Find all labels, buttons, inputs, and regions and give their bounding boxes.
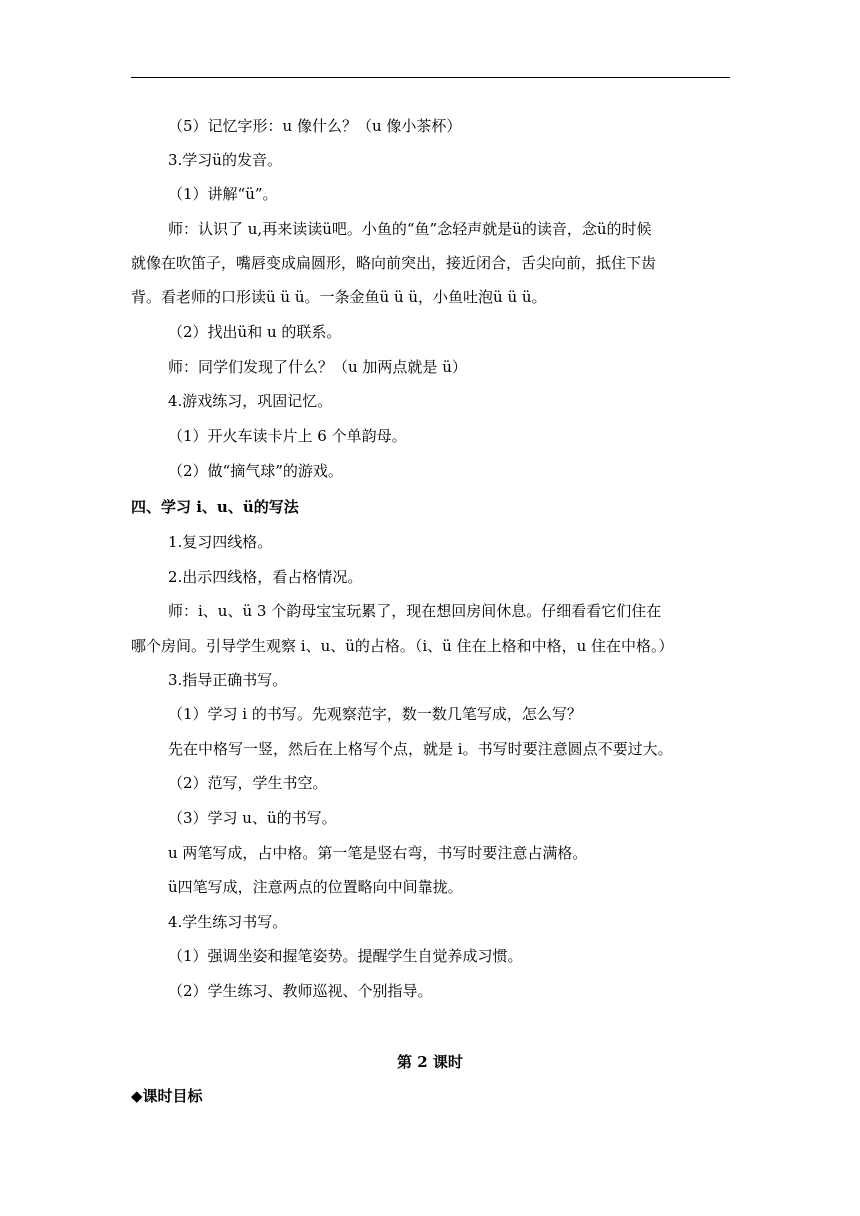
text-line: 师：同学们发现了什么？（u 加两点就是 ü） <box>168 358 467 376</box>
text-line: 师：i、u、ü 3 个韵母宝宝玩累了，现在想回房间休息。仔细看看它们住在 <box>168 602 662 620</box>
text-line: （1）开火车读卡片上 6 个单韵母。 <box>168 427 407 445</box>
text-line: 1.复习四线格。 <box>168 533 273 551</box>
text-line: ü四笔写成，注意两点的位置略向中间靠拢。 <box>168 878 463 896</box>
section-heading: ◆课时目标 <box>131 1087 203 1105</box>
text-line: （5）记忆字形：u 像什么？（u 像小茶杯） <box>168 117 462 135</box>
text-line: 先在中格写一竖，然后在上格写个点，就是 i。书写时要注意圆点不要过大。 <box>168 740 673 758</box>
text-line: （2）学生练习、教师巡视、个别指导。 <box>168 982 433 1000</box>
text-line: 4.游戏练习，巩固记忆。 <box>168 392 333 410</box>
text-line: （1）学习 i 的书写。先观察范字，数一数几笔写成，怎么写？ <box>168 705 582 723</box>
text-line: 3.指导正确书写。 <box>168 671 288 689</box>
section-heading: 四、学习 i、u、ü的写法 <box>131 498 299 516</box>
text-line: 哪个房间。引导学生观察 i、u、ü的占格。（i、ü 住在上格和中格，u 住在中格。） <box>131 637 674 655</box>
text-line: （2）找出ü和 u 的联系。 <box>168 323 342 341</box>
text-line: 师：认识了 u,再来读读ü吧。小鱼的“鱼”念轻声就是ü的读音，念ü的时候 <box>168 220 652 238</box>
text-line: u 两笔写成，占中格。第一笔是竖右弯，书写时要注意占满格。 <box>168 844 588 862</box>
text-line: 就像在吹笛子，嘴唇变成扁圆形，略向前突出，接近闭合，舌尖向前，抵住下齿 <box>131 254 657 272</box>
text-line: 2.出示四线格，看占格情况。 <box>168 568 363 586</box>
text-line: （1）强调坐姿和握笔姿势。提醒学生自觉养成习惯。 <box>168 947 523 965</box>
text-line: （3）学习 u、ü的书写。 <box>168 809 337 827</box>
text-line: （1）讲解“ü”。 <box>168 185 278 203</box>
header-rule <box>131 77 730 78</box>
text-line: （2）范写，学生书空。 <box>168 774 328 792</box>
text-line: 3.学习ü的发音。 <box>168 151 282 169</box>
text-line: 4.学生练习书写。 <box>168 913 288 931</box>
text-line: 背。看老师的口形读ü ü ü。一条金鱼ü ü ü，小鱼吐泡ü ü ü。 <box>131 288 547 306</box>
text-line: （2）做“摘气球”的游戏。 <box>168 462 343 480</box>
lesson-title: 第 2 课时 <box>397 1053 463 1071</box>
